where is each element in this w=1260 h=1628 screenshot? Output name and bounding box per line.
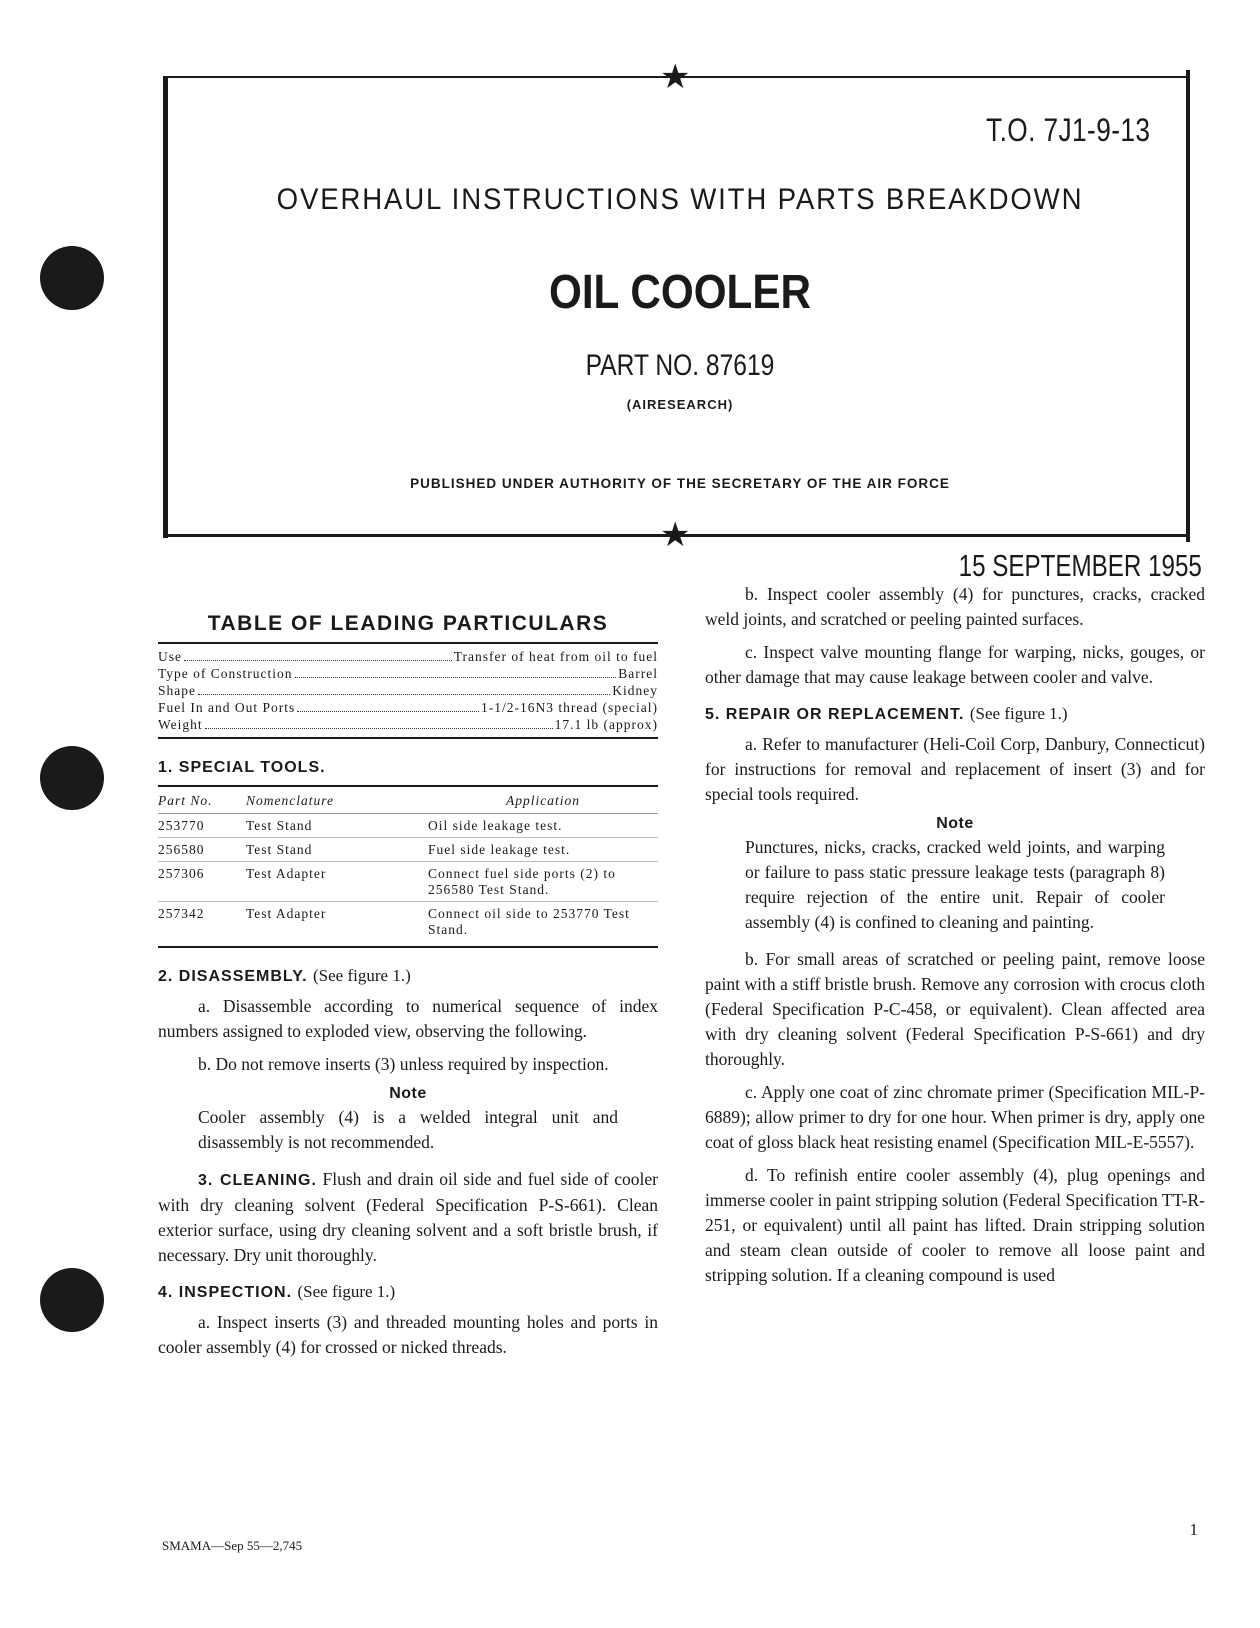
manufacturer: (AIRESEARCH) [626,397,734,412]
repair-step-b: b. For small areas of scratched or peeling paint, remove loose paint with a stiff bristle brush. Remove any corrosion with crocus cloth (Federal Specification P-C-458, or equivalent). Clean affected area with dry cleaning solvent (Federal Specification P-S-661) and dry thoroughly. [705,949,1205,1069]
document-subtitle: OVERHAUL INSTRUCTIONS WITH PARTS BREAKDOWN [276,183,1084,216]
inspection-step-b: b. Inspect cooler assembly (4) for punctures, cracks, cracked weld joints, and scratched or peeling painted surfaces. [705,584,1205,629]
publication-date: 15 SEPTEMBER 1955 [958,548,1202,583]
disassembly-note: Cooler assembly (4) is a welded integral unit and disassembly is not recommended. [198,1107,618,1152]
heading-text: 5. REPAIR OR REPLACEMENT. [705,706,965,723]
spec-row [158,665,658,682]
special-tools-table [158,787,658,948]
page-number: 1 [1189,1520,1198,1539]
special-tools-heading: 1. SPECIAL TOOLS. [158,759,326,776]
spec-row [158,648,658,665]
part-number-cell: 257306 [158,862,246,902]
table-row [158,814,658,838]
disassembly-step-a: a. Disassemble according to numerical sequence of index numbers assigned to exploded view, observing the following. [158,996,658,1041]
part-number-cell: 253770 [158,814,246,838]
figure-reference: (See figure 1.) [313,966,411,985]
nomenclature-cell: Test Adapter [246,862,428,902]
repair-step-c: c. Apply one coat of zinc chromate primer (Specification MIL-P-6889); allow primer to dry for one hour. When primer is dry, apply one coat of gloss black heat resisting enamel (Specification MIL-E-5557). [705,1082,1205,1152]
nomenclature-cell: Test Stand [246,838,428,862]
technical-order-number: T.O. 7J1-9-13 [985,112,1150,148]
application-cell: Fuel side leakage test. [428,838,658,862]
inspection-heading [158,1282,658,1302]
leader-dots [198,682,610,695]
leading-particulars-title: TABLE OF LEADING PARTICULARS [207,612,609,635]
binder-hole-bottom [40,1268,104,1332]
repair-step-a: a. Refer to manufacturer (Heli-Coil Corp, Danbury, Connecticut) for instructions for removal and replacement of insert (3) and for special tools required. [705,734,1205,804]
spec-label: Weight [158,717,203,732]
spec-label: Use [158,649,182,664]
repair-heading [705,704,1205,724]
note-title: Note [389,1085,427,1102]
heading-text: 4. INSPECTION. [158,1284,293,1301]
leading-particulars-table [158,644,658,737]
leader-dots [205,716,553,729]
heading-text: 2. DISASSEMBLY. [158,968,308,985]
authority-line: PUBLISHED UNDER AUTHORITY OF THE SECRETARY OF THE AIR FORCE [410,476,950,491]
leader-dots [295,665,617,678]
table-row [158,902,658,948]
spec-label: Type of Construction [158,666,293,681]
right-column [705,582,1205,1296]
figure-reference: (See figure 1.) [969,704,1068,723]
repair-note: Punctures, nicks, cracks, cracked weld joints, and warping or failure to pass static pressure leakage tests (paragraph 8) require rejection of the entire unit. Repair of cooler assembly (4) is confined to cleaning and painting. [745,837,1165,932]
spec-value: Kidney [612,683,658,698]
figure-reference: (See figure 1.) [297,1282,396,1301]
application-cell: Connect oil side to 253770 Test Stand. [428,902,658,948]
application-cell: Oil side leakage test. [428,814,658,838]
left-column [158,600,658,1368]
cleaning-heading: 3. CLEANING. [198,1172,317,1189]
document-title: OIL COOLER [548,266,812,319]
application-cell: Connect fuel side ports (2) to 256580 Test Stand. [428,862,658,902]
disassembly-heading [158,966,658,986]
inspection-step-c: c. Inspect valve mounting flange for warping, nicks, gouges, or other damage that may cause leakage between cooler and valve. [705,642,1205,687]
spec-label: Fuel In and Out Ports [158,700,296,715]
part-number-cell: 256580 [158,838,246,862]
nomenclature-cell: Test Stand [246,814,428,838]
disassembly-step-b: b. Do not remove inserts (3) unless required by inspection. [198,1054,609,1074]
binder-hole-middle [40,746,104,810]
spec-row [158,682,658,699]
spec-value: Barrel [618,666,658,681]
spec-row [158,699,658,716]
part-number: PART NO. 87619 [585,349,775,382]
leader-dots [297,699,479,712]
note-title: Note [936,815,974,832]
divider [158,737,658,739]
star-icon: ★ [660,515,691,555]
part-number-cell: 257342 [158,902,246,948]
cleaning-text: Flush and drain oil side and fuel side of cooler with dry cleaning solvent (Federal Specification P-S-661). Clean exterior surface, using dry cleaning solvent and a soft bristle brush, if necessary. Dry unit thoroughly. [158,1169,658,1265]
spec-value: Transfer of heat from oil to fuel [453,649,658,664]
column-header: Application [428,787,658,814]
spec-value: 1-1/2-16N3 thread (special) [481,700,658,715]
spec-label: Shape [158,683,196,698]
spec-row [158,716,658,733]
leader-dots [184,648,452,661]
nomenclature-cell: Test Adapter [246,902,428,948]
column-header: Part No. [158,787,246,814]
table-row [158,838,658,862]
cleaning-paragraph [158,1167,658,1268]
inspection-step-a: a. Inspect inserts (3) and threaded mounting holes and ports in cooler assembly (4) for crossed or nicked threads. [158,1312,658,1357]
star-icon: ★ [660,57,691,97]
table-row [158,862,658,902]
column-header: Nomenclature [246,787,428,814]
spec-value: 17.1 lb (approx) [554,717,658,732]
print-imprint: SMAMA—Sep 55—2,745 [162,1538,303,1553]
repair-step-d: d. To refinish entire cooler assembly (4), plug openings and immerse cooler in paint stripping solution (Federal Specification TT-R-251, or equivalent) until all paint has lifted. Drain stripping solution and steam clean outside of cooler to remove all loose paint and stripping solution. If a cleaning compound is used [705,1165,1205,1285]
